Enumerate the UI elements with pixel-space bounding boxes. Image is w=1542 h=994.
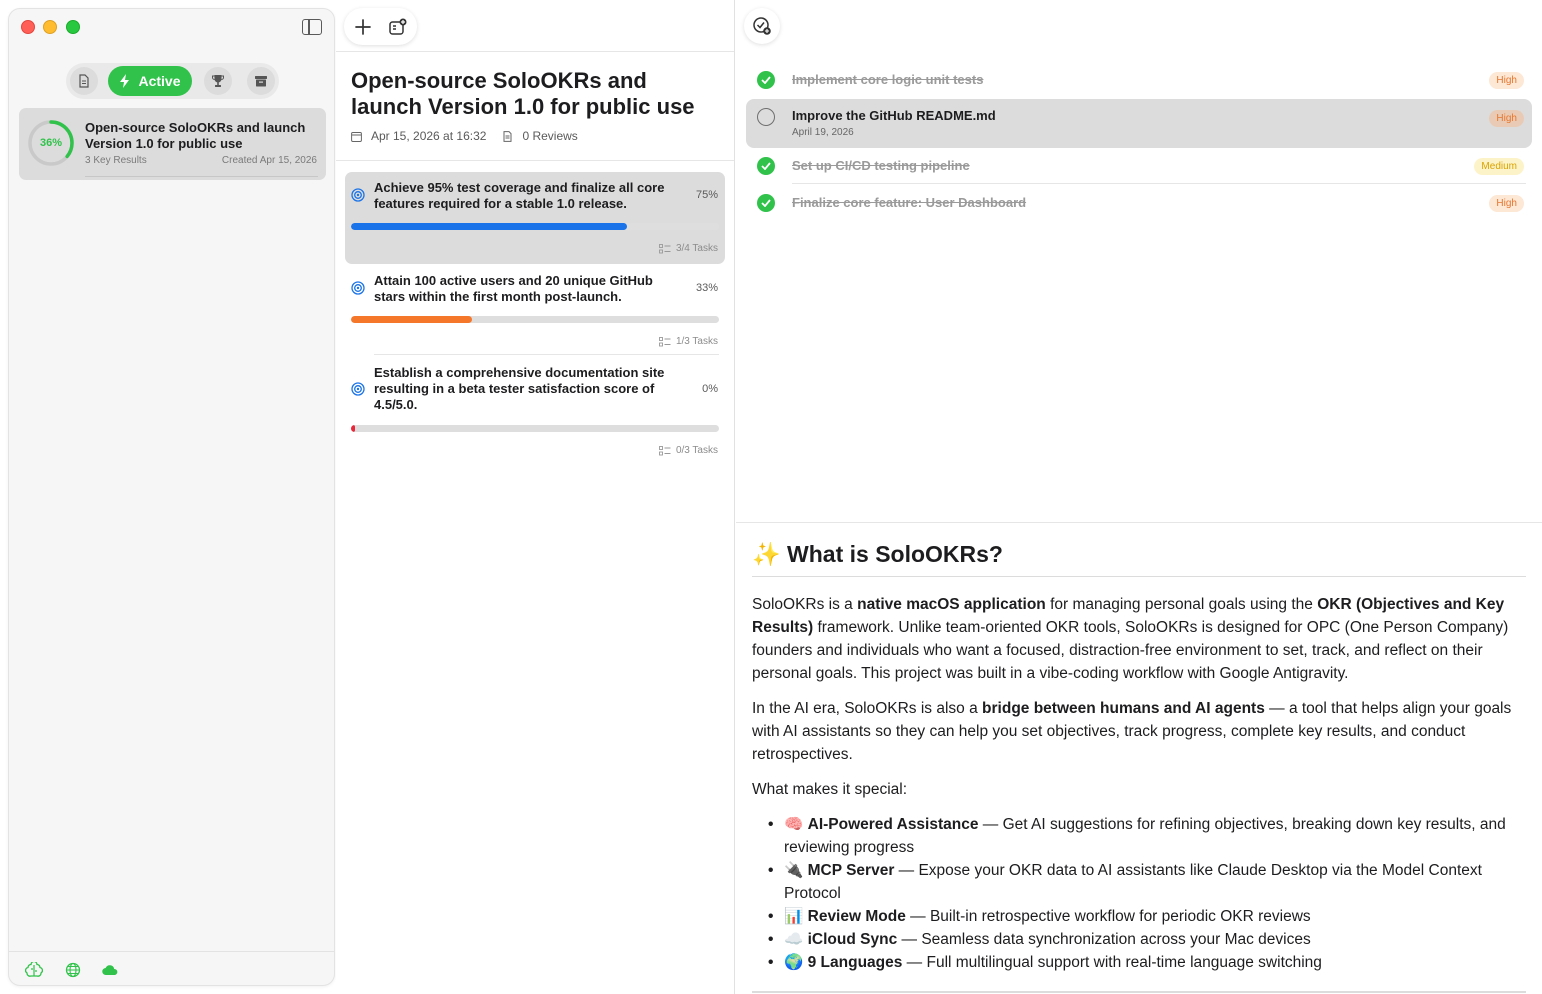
- readme-paragraph: What makes it special:: [752, 781, 908, 798]
- key-result-item[interactable]: [345, 358, 725, 466]
- key-result-progress-bar: [351, 223, 719, 230]
- toolbar: [344, 8, 417, 45]
- feature-desc: — Full multilingual support with real-time language switching: [902, 954, 1322, 971]
- objective-progress-label: 36%: [39, 137, 63, 149]
- sparkles-icon: ✨: [752, 541, 781, 567]
- text: framework. Unlike team-oriented OKR tools, SoloOKRs is designed for OPC (One Person Company) founders and individuals who want a focused, distraction-free environment to set, track, and reflect on their personal goals. This project was built in a vibe-coding workflow with Google Antigravity.: [752, 619, 1509, 682]
- divider: [85, 176, 318, 177]
- divider: [336, 160, 734, 161]
- text-bold: bridge between humans and AI agents: [982, 700, 1265, 717]
- globe-emoji-icon: 🌍: [784, 954, 804, 971]
- objective-detail-meta: [351, 129, 578, 143]
- brain-emoji-icon: 🧠: [784, 816, 804, 833]
- created-date: Created Apr 15, 2026: [221, 155, 317, 166]
- task-title: Set up CI/CD testing pipeline: [792, 158, 970, 173]
- bolt-icon: [119, 74, 131, 88]
- filter-archived-button[interactable]: [247, 67, 275, 95]
- task-title: Finalize core feature: User Dashboard: [792, 195, 1027, 210]
- task-item[interactable]: [746, 184, 1532, 221]
- key-result-progress-bar: [351, 316, 719, 323]
- sidebar-toggle-icon[interactable]: [302, 19, 322, 35]
- key-result-text: Establish a comprehensive documentation site resulting in a beta tester satisfaction score of 4.5/5.0.: [374, 365, 665, 412]
- cloud-emoji-icon: ☁️: [784, 931, 804, 948]
- brain-icon[interactable]: [25, 962, 43, 978]
- checkmark-circle-badge-icon: [752, 16, 772, 36]
- check-icon: [761, 76, 771, 84]
- filter-achieved-button[interactable]: [204, 67, 232, 95]
- feature-item: [768, 951, 1526, 974]
- checklist-icon: [659, 244, 671, 254]
- objective-date: Apr 15, 2026 at 16:32: [371, 129, 487, 143]
- target-icon: [351, 188, 365, 202]
- filter-active-label: Active: [138, 73, 181, 89]
- key-result-progress-bar: [351, 425, 719, 432]
- check-icon: [761, 199, 771, 207]
- zoom-window-button[interactable]: [66, 20, 80, 34]
- status-filter: [66, 63, 279, 99]
- task-item-selected[interactable]: [746, 99, 1532, 148]
- complete-tasks-button[interactable]: [744, 8, 780, 44]
- key-result-text: Achieve 95% test coverage and finalize all core features required for a stable 1.0 release.: [374, 180, 665, 211]
- priority-badge: High: [1489, 110, 1524, 127]
- plug-emoji-icon: 🔌: [784, 862, 804, 879]
- divider: [374, 354, 719, 355]
- priority-badge: High: [1489, 72, 1524, 89]
- key-result-tasks: [659, 445, 718, 456]
- filter-active-button[interactable]: [108, 66, 192, 96]
- task-due-date: April 19, 2026: [792, 127, 854, 138]
- divider: [736, 522, 1542, 523]
- key-result-percent: 75%: [695, 189, 718, 201]
- tasks-count: 0/3 Tasks: [675, 445, 718, 456]
- target-icon: [351, 382, 365, 396]
- feature-item: [768, 928, 1526, 951]
- task-item[interactable]: [746, 61, 1532, 98]
- key-result-item[interactable]: [345, 172, 725, 264]
- key-result-tasks: [659, 336, 718, 347]
- checklist-icon: [659, 446, 671, 456]
- divider: [336, 51, 734, 52]
- readme-heading: [752, 538, 1526, 577]
- key-results-count: 3 Key Results: [85, 155, 147, 166]
- feature-desc: — Expose your OKR data to AI assistants like Claude Desktop via the Model Context Protocol: [784, 862, 1482, 902]
- progress-fill: [351, 316, 472, 323]
- feature-name: Review Mode: [807, 908, 906, 925]
- sidebar: [8, 8, 335, 986]
- key-result-percent: 0%: [702, 383, 718, 395]
- text: — a tool that helps align your goals with AI assistants so they can help you set objectives, track progress, complete key results, and conduct retrospectives.: [752, 700, 1512, 763]
- key-result-tasks: [659, 243, 718, 254]
- calendar-icon: [351, 131, 362, 142]
- feature-name: AI-Powered Assistance: [807, 816, 979, 833]
- task-title: Improve the GitHub README.md: [792, 108, 996, 123]
- feature-name: MCP Server: [807, 862, 895, 879]
- task-checkbox-unchecked[interactable]: [757, 108, 775, 126]
- priority-badge: High: [1489, 195, 1524, 212]
- feature-item: [768, 813, 1526, 859]
- add-key-result-icon[interactable]: [388, 17, 408, 37]
- target-icon: [351, 281, 365, 295]
- tasks-pane: [736, 0, 1542, 994]
- tasks-count: 3/4 Tasks: [675, 243, 718, 254]
- archive-icon: [254, 74, 268, 88]
- objective-title: Open-source SoloOKRs and launch Version 1.0 for public use: [85, 120, 306, 151]
- progress-fill: [351, 223, 627, 230]
- minimize-window-button[interactable]: [43, 20, 57, 34]
- readme-paragraph: [752, 593, 1526, 685]
- filter-drafts-button[interactable]: [70, 67, 98, 95]
- globe-icon[interactable]: [64, 962, 82, 978]
- doc-icon: [77, 74, 91, 88]
- text-bold: OKR (Objectives and Key Results): [752, 596, 1505, 636]
- text: SoloOKRs is a: [752, 596, 858, 613]
- text: for managing personal goals using the: [1045, 596, 1318, 613]
- feature-name: iCloud Sync: [807, 931, 898, 948]
- reviews-count[interactable]: 0 Reviews: [522, 129, 578, 143]
- feature-desc: — Get AI suggestions for refining objectives, breaking down key results, and reviewing progress: [784, 816, 1506, 856]
- key-result-text: Attain 100 active users and 20 unique GitHub stars within the first month post-launch.: [374, 273, 653, 304]
- priority-badge: Medium: [1474, 158, 1524, 175]
- sidebar-footer: [9, 951, 334, 987]
- trophy-icon: [211, 74, 225, 88]
- task-item[interactable]: [746, 147, 1532, 184]
- task-checkbox-checked[interactable]: [757, 194, 775, 212]
- feature-item: [768, 859, 1526, 905]
- key-result-percent: 33%: [695, 282, 718, 294]
- readme-content: [752, 538, 1526, 974]
- add-icon[interactable]: [353, 17, 373, 37]
- task-checkbox-checked[interactable]: [757, 71, 775, 89]
- chart-emoji-icon: 📊: [784, 908, 804, 925]
- check-icon: [761, 162, 771, 170]
- feature-name: 9 Languages: [807, 954, 903, 971]
- checklist-icon: [659, 337, 671, 347]
- progress-fill: [351, 425, 355, 432]
- objective-meta: [85, 155, 317, 166]
- feature-desc: — Built-in retrospective workflow for periodic OKR reviews: [905, 908, 1311, 925]
- objective-detail-pane: [336, 0, 735, 994]
- readme-heading-text: What is SoloOKRs?: [787, 541, 1003, 567]
- objective-list-item[interactable]: [19, 108, 326, 180]
- feature-list: [768, 813, 1526, 974]
- readme-paragraph: [752, 697, 1526, 766]
- text-bold: native macOS application: [857, 596, 1046, 613]
- feature-item: [768, 905, 1526, 928]
- divider: [752, 991, 1526, 993]
- cloud-icon[interactable]: [101, 962, 119, 978]
- close-window-button[interactable]: [21, 20, 35, 34]
- key-result-item[interactable]: [345, 265, 725, 357]
- review-icon: [502, 131, 513, 142]
- tasks-count: 1/3 Tasks: [675, 336, 718, 347]
- feature-desc: — Seamless data synchronization across your Mac devices: [897, 931, 1311, 948]
- objective-heading: Open-source SoloOKRs and launch Version 1.0 for public use: [351, 68, 695, 119]
- text: In the AI era, SoloOKRs is also a: [752, 700, 983, 717]
- task-checkbox-checked[interactable]: [757, 157, 775, 175]
- task-title: Implement core logic unit tests: [792, 72, 984, 87]
